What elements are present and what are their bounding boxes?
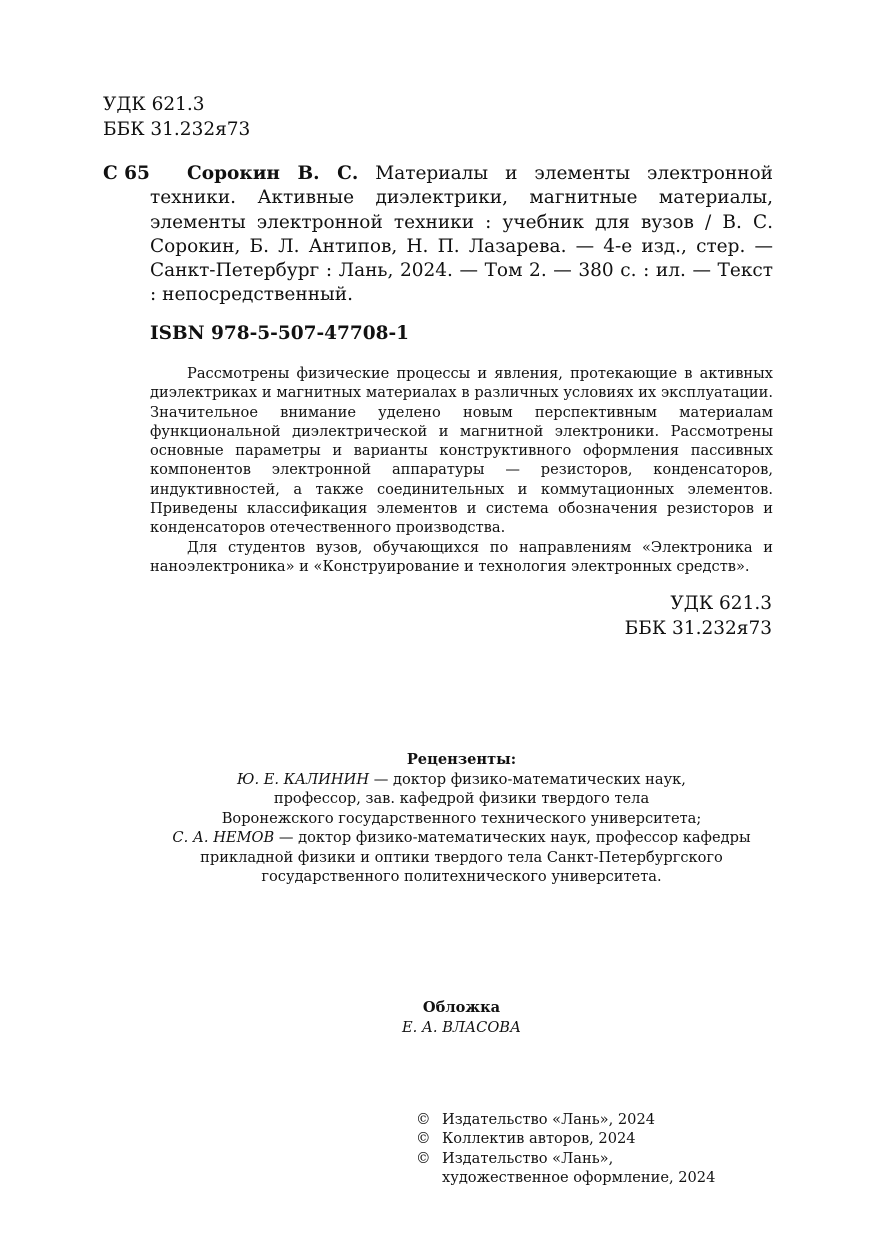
- isbn: ISBN 978-5-507-47708-1: [150, 323, 410, 344]
- bbk-code: ББК 31.232я73: [103, 119, 251, 140]
- udk-code: УДК 621.3: [103, 94, 205, 115]
- copyright-icon: ©: [416, 1130, 431, 1148]
- reviewer-description: — доктор физико-математических наук,: [369, 770, 686, 788]
- reviewer-line: [150, 770, 773, 790]
- biblio-text: Материалы и элементы электронной техники. Активные диэлектрики, магнитные материалы, элементы электронной техники : учебник для вузов / В. С. Сорокин, Б. Л. Антипов, Н. П. Лазарева. — 4-е изд., стер. — Санкт-Петербург : Лань, 2024. — Том 2. — 380 с. : ил. — Текст : непосредственный.: [150, 163, 773, 306]
- annotation-paragraph: Для студентов вузов, обучающихся по направлениям «Электроника и наноэлектроника» и «Конструирование и технология электронных средств».: [150, 538, 773, 575]
- copyright-block: [416, 1110, 715, 1187]
- copyright-text: Издательство «Лань»,: [442, 1149, 614, 1167]
- copyright-line: [416, 1149, 715, 1168]
- bibliographic-record: [150, 162, 773, 308]
- copyright-text: художественное оформление, 2024: [442, 1168, 716, 1186]
- bbk-code: ББК 31.232я73: [624, 618, 772, 639]
- reviewer-line: государственного политехнического университета.: [261, 868, 662, 885]
- annotation-paragraph: Рассмотрены физические процессы и явления, протекающие в активных диэлектриках и магнитных материалах в различных условиях их эксплуатации. Значительное внимание уделено новым перспективным материалам функциональной диэлектрической и магнитной электроники. Рассмотрены основные параметры и варианты конструктивного оформления пассивных компонентов электронной аппаратуры — резисторов, конденсаторов, индуктивностей, а также соединительных и коммутационных элементов. Приведены классификация элементов и система обозначения резисторов и конденсаторов отечественного производства.: [150, 365, 773, 537]
- biblio-author: Сорокин В. С.: [187, 163, 359, 184]
- reviewer-line: профессор, зав. кафедрой физики твердого тела: [273, 790, 650, 807]
- copyright-line: [416, 1168, 715, 1187]
- copyright-icon: ©: [416, 1111, 431, 1128]
- reviewers-heading: Рецензенты:: [406, 751, 517, 768]
- reviewer-line: [150, 828, 773, 848]
- reviewers-block: [150, 750, 773, 887]
- classification-codes-top: [103, 92, 250, 142]
- udk-code: УДК 621.3: [670, 593, 772, 614]
- cover-designer: Е. А. ВЛАСОВА: [401, 1018, 522, 1036]
- reviewer-name: Ю. Е. КАЛИНИН: [237, 770, 370, 788]
- cover-credit: [150, 998, 773, 1037]
- reviewer-description: — доктор физико-математических наук, профессор кафедры: [274, 829, 751, 846]
- copyright-text: Коллектив авторов, 2024: [442, 1130, 636, 1148]
- author-mark: С 65: [103, 163, 150, 184]
- copyright-line: [416, 1110, 715, 1129]
- reviewer-line: прикладной физики и оптики твердого тела Санкт-Петербургского: [200, 848, 723, 866]
- reviewer-name: С. А. НЕМОВ: [172, 829, 275, 846]
- copyright-line: [416, 1129, 715, 1148]
- copyright-icon: ©: [416, 1149, 431, 1167]
- annotation: [150, 364, 773, 576]
- cover-heading: Обложка: [422, 999, 501, 1016]
- copyright-text: Издательство «Лань», 2024: [442, 1111, 656, 1128]
- reviewer-line: Воронежского государственного технического университета;: [221, 809, 702, 827]
- classification-codes-bottom: [625, 591, 772, 641]
